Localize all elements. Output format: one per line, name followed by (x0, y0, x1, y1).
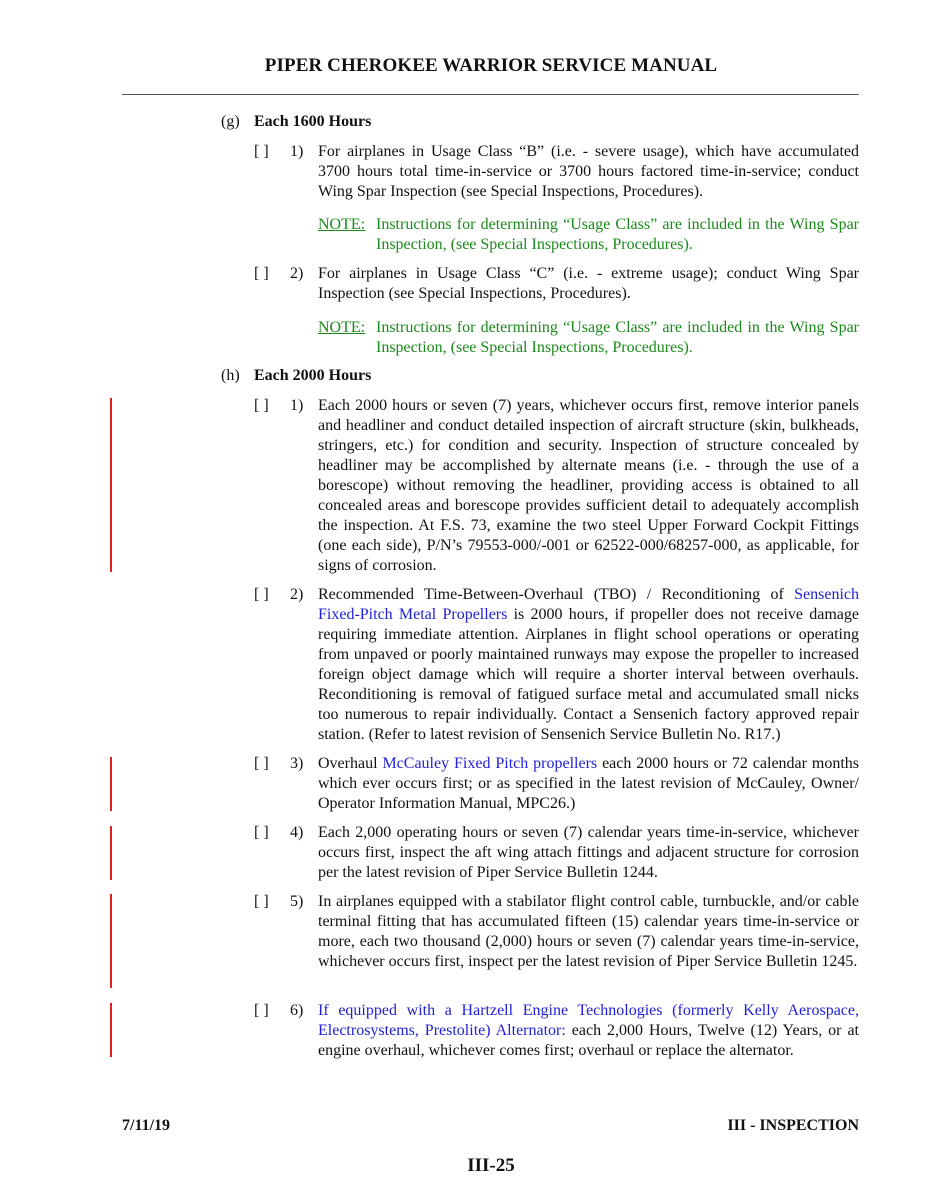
item-number: 4) (290, 824, 304, 841)
item-number: 1) (290, 397, 304, 414)
section-heading-h (221, 366, 371, 386)
item-text-before: Recommended Time-Between-Overhaul (TBO) / Reconditioning of (318, 586, 795, 603)
item-text-before: Overhaul (318, 755, 383, 772)
sensenich-propeller-link[interactable]: Sensenich Fixed-Pitch Metal Propellers (318, 586, 859, 623)
checkbox[interactable]: [ ] (254, 586, 269, 603)
item-number: 6) (290, 1002, 304, 1019)
note (318, 215, 859, 255)
revision-date: 7/11/19 (122, 1117, 171, 1134)
item-number: 2) (290, 265, 304, 282)
checkbox[interactable]: [ ] (254, 824, 269, 841)
note-text: Instructions for determining “Usage Class” are included in the Wing Spar Inspection, (see Special Inspections, Procedures). (376, 319, 859, 356)
item-text: Each 2,000 operating hours or seven (7) calendar years time-in-service, whichever occurs first, inspect the aft wing attach fittings and adjacent structure for corrosion per the latest revision of Piper Service Bulletin 1244. (318, 824, 859, 881)
item-text-after: each 2,000 Hours, Twelve (12) Years, or at engine overhaul, whichever comes first; overhaul or replace the alternator. (318, 1022, 859, 1059)
checklist-item (254, 264, 859, 304)
item-text: For airplanes in Usage Class “C” (i.e. - extreme usage); conduct Wing Spar Inspection (see Special Inspections, Procedures). (318, 265, 859, 302)
checkbox[interactable]: [ ] (254, 1002, 269, 1019)
item-text (318, 1001, 859, 1061)
checkbox[interactable]: [ ] (254, 755, 269, 772)
chapter-label: III - INSPECTION (727, 1117, 859, 1134)
revision-change-bar (110, 757, 112, 811)
revision-change-bar (110, 398, 112, 572)
item-number: 5) (290, 893, 304, 910)
checklist-item (254, 823, 859, 883)
checkbox[interactable]: [ ] (254, 893, 269, 910)
revision-change-bar (110, 1003, 112, 1057)
item-number: 2) (290, 586, 304, 603)
item-number: 1) (290, 143, 304, 160)
header-divider (122, 94, 859, 95)
checklist-item (254, 892, 859, 972)
mccauley-propeller-link[interactable]: McCauley Fixed Pitch propellers (382, 755, 598, 772)
checklist-item (254, 142, 859, 202)
note (318, 318, 859, 358)
checkbox[interactable]: [ ] (254, 143, 269, 160)
checklist-item (254, 585, 859, 745)
section-letter: (g) (221, 113, 240, 130)
checklist-item (254, 1001, 859, 1061)
section-letter: (h) (221, 367, 240, 384)
item-text (318, 754, 859, 814)
item-text (318, 585, 859, 745)
section-title: Each 1600 Hours (254, 113, 372, 130)
revision-change-bar (110, 826, 112, 880)
item-number: 3) (290, 755, 304, 772)
page-number: III-25 (467, 1155, 515, 1176)
note-label: NOTE: (318, 319, 366, 336)
section-title: Each 2000 Hours (254, 367, 372, 384)
item-text: For airplanes in Usage Class “B” (i.e. - severe usage), which have accumulated 3700 hours total time-in-service or 3700 hours factored time-in-service; conduct Wing Spar Inspection (see Special Inspections, Procedures). (318, 143, 859, 200)
section-heading-g (221, 112, 371, 132)
item-text-after: each 2000 hours or 72 calendar months which ever occurs first; or as specified in the latest revision of McCauley, Owner/ Operator Information Manual, MPC26.) (318, 755, 860, 812)
page-header-title: PIPER CHEROKEE WARRIOR SERVICE MANUAL (264, 55, 718, 76)
checklist-item (254, 754, 859, 814)
checklist-item (254, 396, 859, 576)
note-label: NOTE: (318, 216, 366, 233)
note-text: Instructions for determining “Usage Class” are included in the Wing Spar Inspection, (see Special Inspections, Procedures). (376, 216, 859, 253)
hartzell-alternator-link[interactable]: If equipped with a Hartzell Engine Technologies (formerly Kelly Aerospace, Electrosystems, Prestolite) Alternator: (318, 1002, 859, 1039)
item-text: In airplanes equipped with a stabilator flight control cable, turnbuckle, and/or cable terminal fitting that has accumulated fifteen (15) calendar years time-in-service or more, each two thousand (2,000) hours or seven (7) calendar years time-in-service, whichever occurs first, inspect per the latest revision of Piper Service Bulletin 1245. (318, 893, 859, 970)
item-text: Each 2000 hours or seven (7) years, whichever occurs first, remove interior panels and headliner and conduct detailed inspection of aircraft structure (skin, bulkheads, stringers, etc.) for condition and security. Inspection of structure concealed by headliner may be accomplished by alternate means (i.e. - through the use of a borescope) without removing the headliner, providing access is obtained to all concealed areas and borescope provides sufficient detail to adequately accomplish the inspection. At F.S. 73, examine the two steel Upper Forward Cockpit Fittings (one each side), P/N’s 79553-000/-001 or 62522-000/68257-000, as applicable, for signs of corrosion. (318, 397, 859, 574)
item-text-after: is 2000 hours, if propeller does not receive damage requiring immediate attention. Airplanes in flight school operations or operating from unpaved or poorly maintained runways may expose the propeller to increased foreign object damage which will require a shorter interval between overhauls. Reconditioning is removal of fatigued surface metal and accumulated small nicks too numerous to repair individually. Contact a Sensenich factory approved repair station. (Refer to latest revision of Sensenich Service Bulletin No. R17.) (318, 606, 860, 743)
checkbox[interactable]: [ ] (254, 265, 269, 282)
revision-change-bar (110, 894, 112, 988)
checkbox[interactable]: [ ] (254, 397, 269, 414)
